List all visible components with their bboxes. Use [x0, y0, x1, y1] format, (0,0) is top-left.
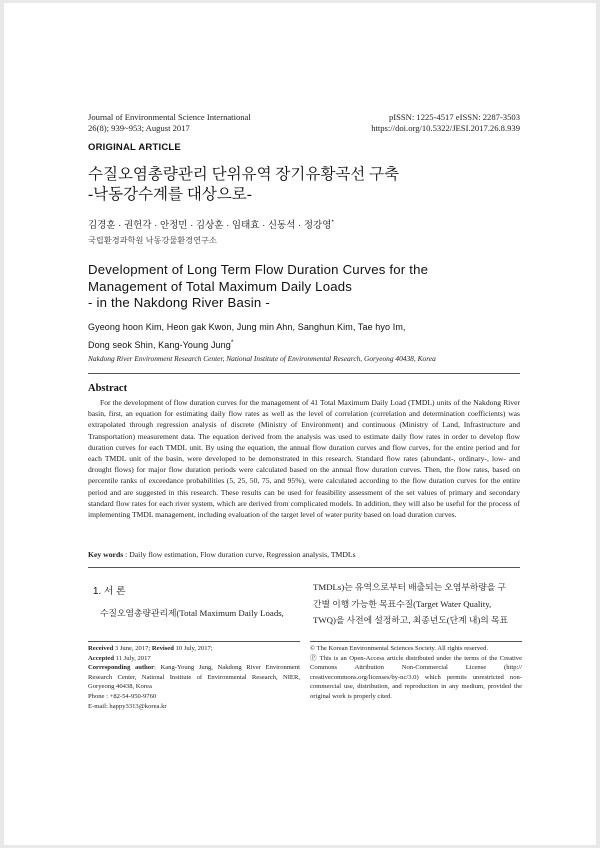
- corresponding-author: [88, 663, 300, 692]
- korean-authors: [88, 217, 528, 231]
- footnote-divider-right: [310, 641, 522, 642]
- korean-authors-text: 김경훈 · 권헌각 · 안정민 · 김상훈 · 임태효 · 신동석 · 정강영: [88, 220, 332, 231]
- revised-label: Revised: [151, 645, 174, 652]
- english-title: [88, 262, 548, 312]
- keywords: [88, 550, 520, 559]
- divider: [88, 567, 520, 568]
- korean-title: [88, 165, 528, 205]
- corresponding-label: Corresponding author: [88, 664, 155, 672]
- article-type: ORIGINAL ARTICLE: [88, 142, 181, 153]
- journal-info: [88, 112, 318, 134]
- accepted-date-line: [88, 654, 300, 664]
- revised-date: 10 July, 2017;: [173, 645, 213, 652]
- accepted-label: Accepted: [88, 654, 114, 662]
- copyright-line: [310, 644, 522, 654]
- received-label: Received: [88, 645, 114, 652]
- phone: Phone : +82-54-950-9760: [88, 692, 157, 700]
- english-title-line2: Management of Total Maximum Daily Loads: [88, 278, 353, 294]
- english-title-line3: - in the Nakdong River Basin -: [88, 295, 270, 310]
- abstract-body: For the development of flow duration curves for the management of 41 Total Maximum Daily Load (TMDL) units of the Nakdong River basin, first, an equation for estimating daily flow rates as well as the level of correlation (correlation and determination coefficients) was extrapolated through regression analysis of discrete (Ministry of Environment) and continuous (Ministry of Land, Infrastructure and Transportation) measurement data. The equation derived from the analysis was used to estimate daily flow rates in order to develop flow duration curves for each TMDL unit. By using the equation, the annual flow duration curves and flow curves, for the entire period and for each TMDL unit of the basin, were developed to be demonstrated in this research. Standard flow rates (abundant-, ordinary-, low- and drought flows) for major flow duration periods were calculated based on the annual flow duration curves. Then, the flow rates, based on percentile ranks of exceedance probabilities (5, 25, 50, 75, and 95%), were calculated according to the flow duration curves for the entire period and are suggested in this research. These results can be used for feasibility assessment of the set values of primary and secondary standard flow rates for each river system, which are derived from complicated models. In addition, they will also be useful for the process of implementing TMDL management, including evaluation of the target level of water purity based on load duration curves.: [88, 398, 520, 520]
- keywords-label: Key words: [88, 550, 124, 559]
- english-authors-line1: Gyeong hoon Kim, Heon gak Kwon, Jung min Ahn, Sanghun Kim, Tae hyo Im,: [88, 322, 406, 332]
- creative-commons-icon: Ⓟ: [310, 654, 318, 662]
- body-right-line3: TWQ)을 사전에 설정하고, 최종년도(단계 내)의 목표: [313, 615, 508, 625]
- korean-title-line1: 수질오염총량관리 단위유역 장기유황곡선 구축: [88, 166, 400, 183]
- abstract-heading: Abstract: [88, 383, 128, 394]
- license-text: This is an Open-Access article distributed under the terms of the Creative Commons Attribution Non-Commercial License (http:// creativecommons.org/licenses/by-nc/3.0) which permits unrestricted non-commercial use, distribution, and reproduction in any medium, provided the original work is properly cited.: [310, 654, 523, 700]
- received-date: 3 June, 2017;: [113, 645, 152, 652]
- footnote-right: [310, 644, 522, 702]
- english-affiliation: Nakdong River Environment Research Center, National Institute of Environmental Research, Goryeong 40438, Korea: [88, 354, 436, 363]
- corresponding-mark: *: [331, 218, 334, 226]
- english-title-line1: Development of Long Term Flow Duration Curves for the: [88, 262, 429, 277]
- korean-affiliation: 국립환경과학원 낙동강물환경연구소: [88, 236, 217, 245]
- copyright-icon: ©: [310, 645, 316, 652]
- doi-link[interactable]: https://doi.org/10.5322/JESI.2017.26.8.939: [371, 123, 520, 133]
- section-heading: 1. 서 론: [93, 586, 126, 597]
- korean-title-line2: -낙동강수계를 대상으로-: [88, 186, 252, 203]
- body-right-line1: TMDLs)는 유역으로부터 배출되는 오염부하량을 구: [313, 582, 507, 592]
- article-page: [4, 3, 596, 845]
- issn: pISSN: 1225-4517 eISSN: 2287-3503: [388, 112, 520, 122]
- body-right-text: [313, 579, 525, 629]
- copyright-text: The Korean Environmental Sciences Society. All rights reserved.: [316, 645, 489, 652]
- corresponding-mark-en: *: [230, 339, 234, 346]
- english-authors-line2: Dong seok Shin, Kang-Young Jung: [88, 340, 231, 350]
- license-line: [310, 654, 522, 702]
- email[interactable]: E-mail: happy3313@korea.kr: [88, 702, 167, 710]
- divider: [88, 373, 520, 374]
- received-dates: [88, 644, 300, 654]
- journal-volume: 26(8); 939~953; August 2017: [88, 123, 190, 133]
- footnote-divider-left: [88, 641, 300, 642]
- issn-info: [294, 112, 520, 134]
- english-authors: [88, 319, 538, 353]
- journal-name: Journal of Environmental Science International: [88, 112, 251, 122]
- body-right-line2: 간별 이행 가능한 목표수질(Target Water Quality,: [313, 598, 492, 609]
- footnote-left: [88, 644, 300, 711]
- keywords-text: : Daily flow estimation, Flow duration curve, Regression analysis, TMDLs: [123, 550, 356, 559]
- corresponding-text: : Kang-Young Jung, Nakdong River Environment Research Center, National Institute of Environmental Research, NIER, Goryeong 40438, Korea: [88, 664, 300, 691]
- body-left-text: 수질오염총량관리제(Total Maximum Daily Loads,: [100, 608, 284, 618]
- accepted-date: 11 July, 2017: [114, 654, 151, 662]
